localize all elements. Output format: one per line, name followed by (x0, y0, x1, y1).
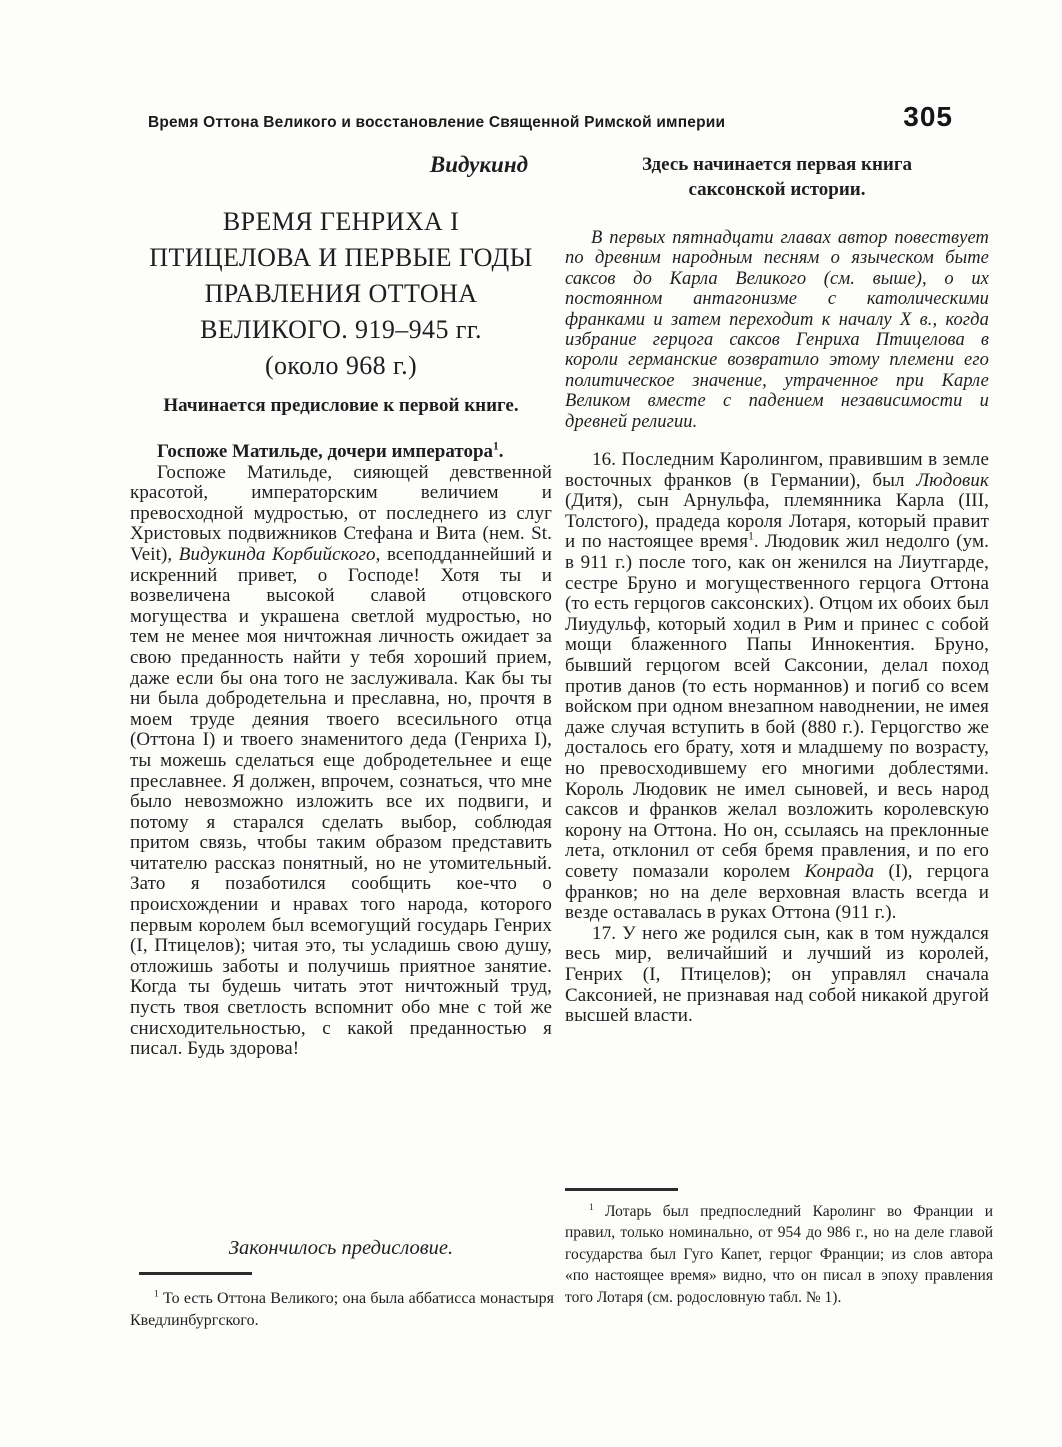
book-one-heading-line: Здесь начинается первая книга (641, 154, 913, 175)
chapter-title-line: (около 968 г.) (264, 351, 418, 380)
right-column (565, 152, 989, 1027)
chapter-title-line: ПТИЦЕЛОВА И ПЕРВЫЕ ГОДЫ (149, 243, 533, 272)
chapter-16-paragraph: 16. Последним Каролингом, правившим в земле восточных франков (в Германии), был Людовик (Дитя), сын Арнульфа, племянника Карла (III, Толстого), прадеда короля Лотаря, который правит и по настоящее время$^1$. Людовик жил недолго (ум. в 911 г.) после того, как он женился на Лиутгарде, сестре Бруно и могущественного герцога Оттона (то есть герцогов саксонских). Отцом их обоих был Лиудульф, который ходил в Рим и принес с собой мощи блаженного Папы Иннокентия. Бруно, бывший герцогом всей Саксонии, делал поход против данов (то есть норманнов) и погиб со всем войском при одном внезапном наводнении, не имея даже случая вступить в бой (880 г.). Герцогство же досталось его брату, хотя и младшему по возрасту, но превосходившему его многими доблестями. Король Людовик не имел сыновей, и весь народ саксов и франков желал возложить королевскую корону на Оттона. Но он, ссылаясь на преклонные лета, отклонил от себя бремя правления, и по его совету помазали королем Конрада (I), герцога франков; но на деле верховная власть всегда и везде оставалась в руках Оттона (911 г.). (565, 449, 990, 924)
left-column (130, 150, 552, 1060)
book-one-heading-line: саксонской истории. (688, 179, 866, 200)
footnote-rule-right (565, 1188, 678, 1191)
running-header-title: Время Оттона Великого и восстановление Священной Римской империи (148, 114, 726, 131)
author-name: Видукинд (429, 152, 528, 177)
book-one-heading (565, 152, 989, 202)
chapter-title-line: ВЕЛИКОГО. 919–945 гг. (200, 315, 482, 344)
editor-summary-paragraph: В первых пятнадцати главах автор повествует по древним народным песням о языческом быте саксов до Карла Великого (см. выше), о их постоянном антагонизме с католическими франками и затем переходит к началу X в., когда избрание герцога саксов Генриха Птицелова в короли германские возвратило этому племени его политическое значение, утраченное при Карле Великом вместе с падением независимости и древней религии. (565, 228, 989, 432)
chapter-title (130, 204, 552, 384)
footnote-right: $^1$ Лотарь был предпоследний Каролинг во Франции и правил, только номинально, от 954 до 986 г., но на деле главой государства был Гуго Капет, герцог Франции; из слов автора «по настоящее время» видно, что он писал в эпоху правления того Лотаря (см. родословную табл. № 1). (565, 1202, 993, 1306)
footnote-left: $^1$ То есть Оттона Великого; она была аббатисса монастыря Кведлинбургского. (130, 1288, 554, 1329)
chapter-17-paragraph: 17. У него же родился сын, как в том нуждался весь мир, величайший и лучший из королей, Генрих (I, Птицелов); он управлял сначала Саксонией, не признавая над собой никакой другой высшей власти. (565, 922, 989, 1027)
chapter-title-line: ВРЕМЯ ГЕНРИХА I (222, 207, 460, 236)
preface-heading: Начинается предисловие к первой книге. (163, 395, 519, 416)
chapter-title-line: ПРАВЛЕНИЯ ОТТОНА (204, 279, 478, 308)
footnote-rule-left (139, 1272, 252, 1275)
preface-body-paragraph: Госпоже Матильде, сияющей девственной красотой, императорским величием и превосходной мудростью, от последнего из слуг Христовых подвижников Стефана и Вита (нем. St. Veit), Видукинда Корбийского, всеподданнейший и искренний привет, о Господе! Хотя ты и возвеличена высокой славой отцовского могущества и украшена светлой мудростью, но тем не менее моя ничтожная личность ожидает за свою преданность найти у тебя хороший прием, даже если бы она того не заслуживала. Как бы ты ни была добродетельна и преславна, но, прочтя в моем труде деяния твоего всесильного отца (Оттона I) и твоего знаменитого деда (Генриха I), ты можешь сделаться еще добродетельнее и еще преславнее. Я должен, впрочем, сознаться, что мне было невозможно изложить все их подвиги, и потому я старался сделать выбор, соблюдая притом связь, чтобы таким образом представить читателю рассказ понятный, но не утомительный. Зато я позаботился сообщить кое-что о происхождении и нравах того народа, которого первым королем был всемогущий государь Генрих (I, Птицелов); читая это, ты усладишь свою душу, отложишь заботы и получишь приятное занятие. Когда ты будешь читать этот ничтожный труд, пусть твоя светлость вспомнит обо мне с той же снисходительностью, с какой преданностью я писал. Будь здорова! (130, 461, 552, 1060)
page-number: 305 (903, 101, 953, 132)
preface-closing-line: Закончилось предисловие. (228, 1237, 454, 1259)
dedication-line: Госпоже Матильде, дочери императора$^1$. (157, 440, 504, 462)
